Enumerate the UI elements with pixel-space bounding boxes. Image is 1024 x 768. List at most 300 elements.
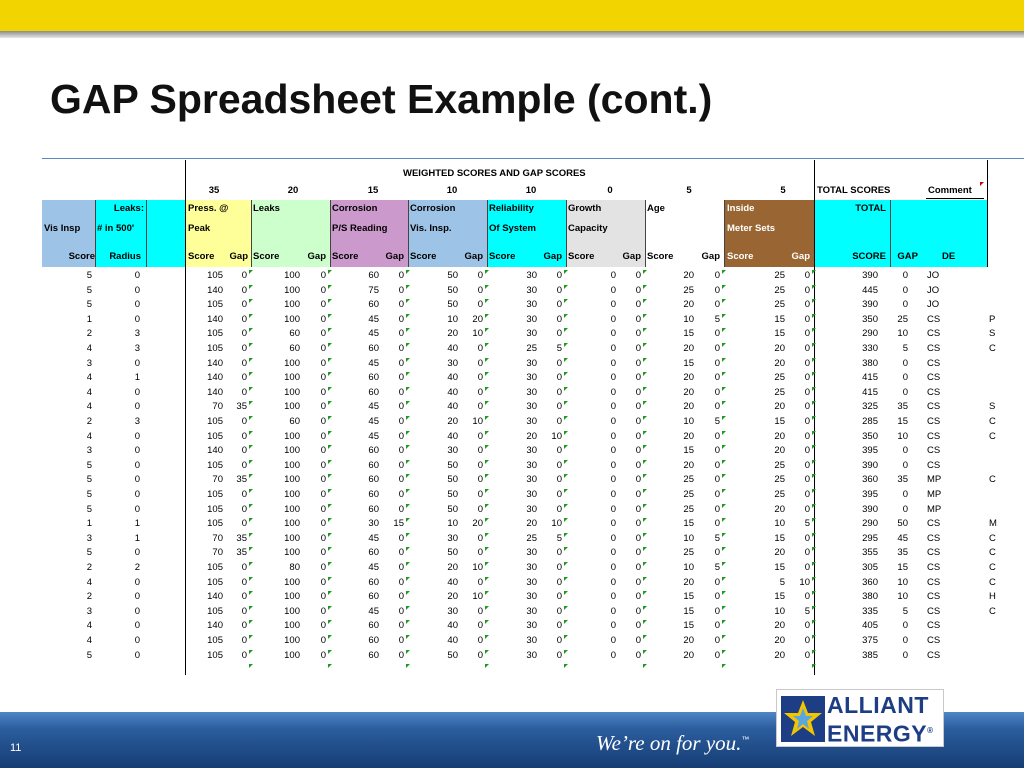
cell-marker-r23-c15 xyxy=(722,606,726,610)
cell-marker-r16-c3 xyxy=(249,504,253,508)
trailing-marker-c11 xyxy=(564,664,568,668)
cell-marker-r18-c17 xyxy=(812,533,816,537)
cell-marker-r2-c13 xyxy=(643,299,647,303)
cell-marker-r11-c7 xyxy=(406,431,410,435)
cell-r13-c20: CS xyxy=(927,459,941,471)
header-divider-2 xyxy=(251,200,252,267)
cell-r7-c12: 0 xyxy=(610,372,616,384)
cell-marker-r6-c13 xyxy=(643,358,647,362)
cell-r6-c9: 0 xyxy=(477,357,483,369)
cell-r18-c9: 0 xyxy=(477,532,483,544)
cell-r6-c10: 30 xyxy=(526,357,537,369)
cell-r13-c7: 0 xyxy=(398,459,404,471)
cell-marker-r4-c13 xyxy=(643,328,647,332)
cell-marker-r2-c15 xyxy=(722,299,726,303)
cell-r0-c1: 0 xyxy=(134,270,140,281)
cell-r5-c1: 3 xyxy=(134,343,140,354)
cell-r4-c21: S xyxy=(989,328,996,340)
cell-marker-r0-c5 xyxy=(328,270,332,274)
cell-marker-r8-c9 xyxy=(485,387,489,391)
cell-r2-c13: 0 xyxy=(635,299,641,311)
cell-r0-c17: 0 xyxy=(804,270,810,281)
cell-r8-c14: 20 xyxy=(683,386,694,398)
cell-marker-r14-c17 xyxy=(812,474,816,478)
cell-r7-c5: 0 xyxy=(320,372,326,384)
cell-marker-r11-c9 xyxy=(485,431,489,435)
cell-r12-c17: 0 xyxy=(804,445,810,457)
cell-marker-r11-c11 xyxy=(564,431,568,435)
cell-r15-c13: 0 xyxy=(635,489,641,500)
cell-marker-r5-c11 xyxy=(564,343,568,347)
cell-r12-c16: 20 xyxy=(774,445,785,457)
cell-marker-r5-c7 xyxy=(406,343,410,347)
cell-r10-c5: 0 xyxy=(320,416,326,427)
trailing-marker-c9 xyxy=(485,664,489,668)
cell-r0-c11: 0 xyxy=(556,270,562,281)
cell-marker-r20-c9 xyxy=(485,562,489,566)
header-row2-5: P/S Reading xyxy=(332,223,388,234)
cell-marker-r15-c11 xyxy=(564,489,568,493)
cell-marker-r11-c5 xyxy=(328,431,332,435)
cell-r10-c20: CS xyxy=(927,416,941,427)
cell-r0-c15: 0 xyxy=(714,270,720,281)
cell-r8-c8: 40 xyxy=(447,386,458,398)
cell-r0-c13: 0 xyxy=(635,270,641,281)
cell-marker-r18-c7 xyxy=(406,533,410,537)
cell-r10-c21: C xyxy=(989,416,996,427)
cell-marker-r6-c5 xyxy=(328,358,332,362)
cell-r13-c9: 0 xyxy=(477,459,483,471)
cell-r8-c16: 25 xyxy=(774,386,785,398)
header-row3-16: Gap xyxy=(701,251,720,262)
cell-r19-c9: 0 xyxy=(477,547,483,559)
super-header: WEIGHTED SCORES AND GAP SCORES xyxy=(403,168,586,179)
total-scores-label: TOTAL SCORES xyxy=(817,185,891,196)
cell-r20-c15: 5 xyxy=(714,562,720,573)
cell-r4-c13: 0 xyxy=(635,328,641,340)
cell-marker-r0-c17 xyxy=(812,270,816,274)
cell-marker-r7-c9 xyxy=(485,372,489,376)
cell-r17-c4: 100 xyxy=(284,518,300,530)
cell-marker-r3-c9 xyxy=(485,314,489,318)
cell-r25-c20: CS xyxy=(927,635,941,646)
cell-r2-c9: 0 xyxy=(477,299,483,311)
cell-marker-r26-c3 xyxy=(249,650,253,654)
header-row2-8: Capacity xyxy=(568,223,608,234)
header-row3-17: Score xyxy=(727,251,754,262)
cell-marker-r19-c11 xyxy=(564,547,568,551)
cell-marker-r8-c7 xyxy=(406,387,410,391)
cell-r13-c11: 0 xyxy=(556,459,562,471)
cell-r25-c9: 0 xyxy=(477,635,483,646)
cell-r14-c13: 0 xyxy=(635,474,641,486)
cell-r16-c9: 0 xyxy=(477,503,483,515)
cell-r24-c13: 0 xyxy=(635,620,641,632)
header-row1-1: Leaks: xyxy=(113,203,144,214)
cell-r19-c11: 0 xyxy=(556,547,562,559)
cell-r5-c18: 330 xyxy=(862,343,878,354)
cell-r21-c14: 20 xyxy=(683,576,694,588)
cell-r1-c17: 0 xyxy=(804,284,810,296)
cell-marker-r7-c17 xyxy=(812,372,816,376)
cell-r8-c20: CS xyxy=(927,386,941,398)
cell-r6-c4: 100 xyxy=(284,357,300,369)
cell-r14-c10: 30 xyxy=(526,474,537,486)
header-row3-8: Gap xyxy=(385,251,404,262)
cell-r4-c18: 290 xyxy=(862,328,878,340)
cell-r26-c9: 0 xyxy=(477,649,483,661)
cell-r10-c15: 5 xyxy=(714,416,720,427)
cell-marker-r14-c9 xyxy=(485,474,489,478)
cell-r20-c17: 0 xyxy=(804,562,810,573)
cell-marker-r24-c5 xyxy=(328,620,332,624)
cell-r5-c11: 5 xyxy=(556,343,562,354)
cell-r16-c10: 30 xyxy=(526,503,537,515)
cell-marker-r10-c5 xyxy=(328,416,332,420)
cell-marker-r0-c13 xyxy=(643,270,647,274)
cell-marker-r8-c3 xyxy=(249,387,253,391)
cell-marker-r4-c15 xyxy=(722,328,726,332)
cell-r8-c13: 0 xyxy=(635,386,641,398)
cell-marker-r5-c17 xyxy=(812,343,816,347)
cell-r25-c12: 0 xyxy=(610,635,616,646)
cell-marker-r23-c7 xyxy=(406,606,410,610)
cell-marker-r23-c17 xyxy=(812,606,816,610)
cell-r20-c9: 10 xyxy=(472,562,483,573)
cell-r10-c10: 30 xyxy=(526,416,537,427)
cell-r19-c20: CS xyxy=(927,547,941,559)
cell-r0-c8: 50 xyxy=(447,270,458,281)
cell-marker-r25-c3 xyxy=(249,635,253,639)
cell-r3-c9: 20 xyxy=(472,313,483,325)
cell-marker-r4-c5 xyxy=(328,328,332,332)
cell-r0-c3: 0 xyxy=(241,270,247,281)
cell-r5-c8: 40 xyxy=(447,343,458,354)
cell-r26-c18: 385 xyxy=(862,649,878,661)
weight-1: 20 xyxy=(287,185,299,196)
cell-r14-c19: 35 xyxy=(897,474,908,486)
cell-r9-c18: 325 xyxy=(862,401,878,413)
cell-marker-r11-c13 xyxy=(643,431,647,435)
cell-r23-c15: 0 xyxy=(714,605,720,617)
cell-r20-c16: 15 xyxy=(774,562,785,573)
cell-r23-c17: 5 xyxy=(804,605,810,617)
cell-r10-c12: 0 xyxy=(610,416,616,427)
cell-marker-r21-c11 xyxy=(564,577,568,581)
cell-marker-r19-c9 xyxy=(485,547,489,551)
cell-r18-c14: 10 xyxy=(683,532,694,544)
cell-r12-c8: 30 xyxy=(447,445,458,457)
cell-r0-c12: 0 xyxy=(610,270,616,281)
cell-r5-c5: 0 xyxy=(320,343,326,354)
cell-marker-r7-c5 xyxy=(328,372,332,376)
cell-r18-c10: 25 xyxy=(526,532,537,544)
cell-r16-c0: 5 xyxy=(86,503,92,515)
weight-6: 5 xyxy=(686,185,692,196)
cell-r9-c6: 45 xyxy=(368,401,379,413)
cell-marker-r15-c15 xyxy=(722,489,726,493)
cell-marker-r14-c7 xyxy=(406,474,410,478)
cell-r22-c16: 15 xyxy=(774,591,785,603)
trailing-marker-c5 xyxy=(328,664,332,668)
cell-r11-c13: 0 xyxy=(635,430,641,442)
cell-r6-c16: 20 xyxy=(774,357,785,369)
cell-r1-c7: 0 xyxy=(398,284,404,296)
cell-r5-c10: 25 xyxy=(526,343,537,354)
cell-marker-r14-c15 xyxy=(722,474,726,478)
cell-r14-c21: C xyxy=(989,474,996,486)
cell-r8-c0: 4 xyxy=(86,386,92,398)
cell-r11-c21: C xyxy=(989,430,996,442)
cell-r22-c17: 0 xyxy=(804,591,810,603)
cell-r6-c6: 45 xyxy=(368,357,379,369)
cell-r11-c9: 0 xyxy=(477,430,483,442)
cell-r16-c16: 20 xyxy=(774,503,785,515)
cell-r21-c5: 0 xyxy=(320,576,326,588)
cell-marker-r26-c7 xyxy=(406,650,410,654)
cell-r18-c13: 0 xyxy=(635,532,641,544)
cell-marker-r0-c7 xyxy=(406,270,410,274)
cell-r17-c3: 0 xyxy=(241,518,247,530)
cell-r24-c18: 405 xyxy=(862,620,878,632)
cell-r1-c13: 0 xyxy=(635,284,641,296)
cell-r9-c17: 0 xyxy=(804,401,810,413)
cell-marker-r24-c3 xyxy=(249,620,253,624)
cell-r9-c1: 0 xyxy=(134,401,140,413)
cell-marker-r3-c5 xyxy=(328,314,332,318)
cell-r6-c14: 15 xyxy=(683,357,694,369)
cell-r9-c21: S xyxy=(989,401,996,413)
alliant-energy-logo xyxy=(776,689,944,747)
header-row3-1: Radius xyxy=(109,251,141,262)
cell-r1-c20: JO xyxy=(927,284,940,296)
cell-r12-c5: 0 xyxy=(320,445,326,457)
cell-marker-r10-c11 xyxy=(564,416,568,420)
cell-r23-c19: 5 xyxy=(902,605,908,617)
cell-r24-c5: 0 xyxy=(320,620,326,632)
cell-r12-c6: 60 xyxy=(368,445,379,457)
cell-r13-c3: 0 xyxy=(241,459,247,471)
cell-marker-r13-c5 xyxy=(328,460,332,464)
cell-marker-r20-c3 xyxy=(249,562,253,566)
cell-r20-c10: 30 xyxy=(526,562,537,573)
cell-r2-c3: 0 xyxy=(241,299,247,311)
cell-marker-r22-c11 xyxy=(564,591,568,595)
cell-marker-r9-c7 xyxy=(406,401,410,405)
cell-marker-r19-c17 xyxy=(812,547,816,551)
header-row3-9: Score xyxy=(410,251,437,262)
weight-7: 5 xyxy=(780,185,786,196)
cell-marker-r6-c15 xyxy=(722,358,726,362)
cell-r10-c9: 10 xyxy=(472,416,483,427)
cell-r10-c4: 60 xyxy=(289,416,300,427)
cell-r11-c19: 10 xyxy=(897,430,908,442)
cell-r18-c6: 45 xyxy=(368,532,379,544)
cell-r3-c19: 25 xyxy=(897,313,908,325)
cell-marker-r14-c11 xyxy=(564,474,568,478)
cell-r14-c20: MP xyxy=(927,474,942,486)
cell-r20-c3: 0 xyxy=(241,562,247,573)
cell-r16-c17: 0 xyxy=(804,503,810,515)
cell-r9-c11: 0 xyxy=(556,401,562,413)
cell-r14-c1: 0 xyxy=(134,474,140,486)
cell-r4-c16: 15 xyxy=(774,328,785,340)
cell-r19-c6: 60 xyxy=(368,547,379,559)
cell-r6-c15: 0 xyxy=(714,357,720,369)
header-row2-10: Meter Sets xyxy=(727,223,776,234)
cell-r17-c11: 10 xyxy=(551,518,562,530)
cell-marker-r9-c15 xyxy=(722,401,726,405)
cell-r1-c12: 0 xyxy=(610,284,616,296)
cell-r24-c16: 20 xyxy=(774,620,785,632)
cell-r1-c0: 5 xyxy=(86,284,92,296)
cell-r11-c14: 20 xyxy=(683,430,694,442)
cell-r4-c6: 45 xyxy=(368,328,379,340)
cell-r23-c18: 335 xyxy=(862,605,878,617)
cell-r11-c20: CS xyxy=(927,430,941,442)
cell-r1-c14: 25 xyxy=(683,284,694,296)
cell-marker-r4-c9 xyxy=(485,328,489,332)
cell-r14-c18: 360 xyxy=(862,474,878,486)
cell-r0-c0: 5 xyxy=(86,270,92,281)
cell-marker-r13-c7 xyxy=(406,460,410,464)
cell-marker-r13-c9 xyxy=(485,460,489,464)
cell-r26-c20: CS xyxy=(927,649,941,661)
cell-marker-r26-c13 xyxy=(643,650,647,654)
cell-r24-c3: 0 xyxy=(241,620,247,632)
cell-marker-r4-c11 xyxy=(564,328,568,332)
cell-marker-r13-c13 xyxy=(643,460,647,464)
cell-r17-c14: 15 xyxy=(683,518,694,530)
cell-r3-c4: 100 xyxy=(284,313,300,325)
cell-r26-c11: 0 xyxy=(556,649,562,661)
cell-r1-c5: 0 xyxy=(320,284,326,296)
cell-r1-c18: 445 xyxy=(862,284,878,296)
cell-r2-c7: 0 xyxy=(398,299,404,311)
cell-r15-c10: 30 xyxy=(526,489,537,500)
cell-r16-c3: 0 xyxy=(241,503,247,515)
cell-marker-r20-c5 xyxy=(328,562,332,566)
cell-r2-c16: 25 xyxy=(774,299,785,311)
cell-marker-r24-c9 xyxy=(485,620,489,624)
cell-r6-c17: 0 xyxy=(804,357,810,369)
cell-r24-c14: 15 xyxy=(683,620,694,632)
cell-r10-c14: 10 xyxy=(683,416,694,427)
cell-marker-r7-c15 xyxy=(722,372,726,376)
cell-r0-c18: 390 xyxy=(862,270,878,281)
cell-r13-c17: 0 xyxy=(804,459,810,471)
cell-r20-c13: 0 xyxy=(635,562,641,573)
cell-marker-r23-c11 xyxy=(564,606,568,610)
cell-r13-c15: 0 xyxy=(714,459,720,471)
cell-r3-c11: 0 xyxy=(556,313,562,325)
cell-r22-c9: 10 xyxy=(472,591,483,603)
cell-marker-r18-c9 xyxy=(485,533,489,537)
cell-r10-c13: 0 xyxy=(635,416,641,427)
cell-r16-c5: 0 xyxy=(320,503,326,515)
cell-r26-c3: 0 xyxy=(241,649,247,661)
cell-r19-c2: 70 xyxy=(212,547,223,559)
cell-r0-c4: 100 xyxy=(284,270,300,281)
header-row3-3: Score xyxy=(188,251,215,262)
cell-r16-c1: 0 xyxy=(134,503,140,515)
cell-r23-c2: 105 xyxy=(207,605,223,617)
cell-r15-c20: MP xyxy=(927,489,942,500)
top-gray-stripe xyxy=(0,31,1024,38)
header-row1-6: Corrosion xyxy=(410,203,456,214)
cell-marker-r24-c11 xyxy=(564,620,568,624)
cell-r24-c19: 0 xyxy=(902,620,908,632)
cell-r24-c17: 0 xyxy=(804,620,810,632)
header-row3-4: Gap xyxy=(229,251,248,262)
cell-r9-c0: 4 xyxy=(86,401,92,413)
cell-r12-c0: 3 xyxy=(86,445,92,457)
cell-r17-c18: 290 xyxy=(862,518,878,530)
cell-marker-r7-c13 xyxy=(643,372,647,376)
logo-line1: ALLIANT xyxy=(827,692,929,718)
cell-r3-c20: CS xyxy=(927,313,941,325)
weight-3: 10 xyxy=(446,185,458,196)
cell-r2-c19: 0 xyxy=(902,299,908,311)
cell-r20-c19: 15 xyxy=(897,562,908,573)
cell-r10-c7: 0 xyxy=(398,416,404,427)
cell-marker-r16-c15 xyxy=(722,504,726,508)
cell-r24-c1: 0 xyxy=(134,620,140,632)
cell-r3-c0: 1 xyxy=(86,313,92,325)
cell-r20-c1: 2 xyxy=(134,562,140,573)
cell-r26-c13: 0 xyxy=(635,649,641,661)
cell-r14-c12: 0 xyxy=(610,474,616,486)
cell-r2-c1: 0 xyxy=(134,299,140,311)
cell-r22-c6: 60 xyxy=(368,591,379,603)
cell-r8-c12: 0 xyxy=(610,386,616,398)
cell-r23-c6: 45 xyxy=(368,605,379,617)
cell-r20-c5: 0 xyxy=(320,562,326,573)
cell-marker-r9-c9 xyxy=(485,401,489,405)
cell-r26-c12: 0 xyxy=(610,649,616,661)
cell-marker-r24-c7 xyxy=(406,620,410,624)
cell-r2-c11: 0 xyxy=(556,299,562,311)
cell-r22-c5: 0 xyxy=(320,591,326,603)
cell-marker-r19-c5 xyxy=(328,547,332,551)
cell-marker-r17-c17 xyxy=(812,518,816,522)
cell-marker-r1-c5 xyxy=(328,285,332,289)
cell-r9-c16: 20 xyxy=(774,401,785,413)
header-row3-10: Gap xyxy=(464,251,483,262)
cell-marker-r12-c17 xyxy=(812,445,816,449)
registered-mark: ® xyxy=(927,726,934,735)
cell-r0-c20: JO xyxy=(927,270,940,281)
cell-r11-c17: 0 xyxy=(804,430,810,442)
cell-r26-c2: 105 xyxy=(207,649,223,661)
cell-r6-c20: CS xyxy=(927,357,941,369)
cell-r3-c12: 0 xyxy=(610,313,616,325)
cell-marker-r17-c15 xyxy=(722,518,726,522)
cell-r0-c7: 0 xyxy=(398,270,404,281)
cell-marker-r22-c13 xyxy=(643,591,647,595)
cell-r5-c17: 0 xyxy=(804,343,810,354)
cell-marker-r12-c5 xyxy=(328,445,332,449)
cell-r17-c16: 10 xyxy=(774,518,785,530)
cell-r25-c7: 0 xyxy=(398,635,404,646)
cell-r14-c9: 0 xyxy=(477,474,483,486)
cell-r23-c3: 0 xyxy=(241,605,247,617)
cell-r12-c14: 15 xyxy=(683,445,694,457)
cell-r4-c9: 10 xyxy=(472,328,483,340)
cell-r4-c19: 10 xyxy=(897,328,908,340)
cell-r7-c20: CS xyxy=(927,372,941,384)
cell-marker-r15-c17 xyxy=(812,489,816,493)
